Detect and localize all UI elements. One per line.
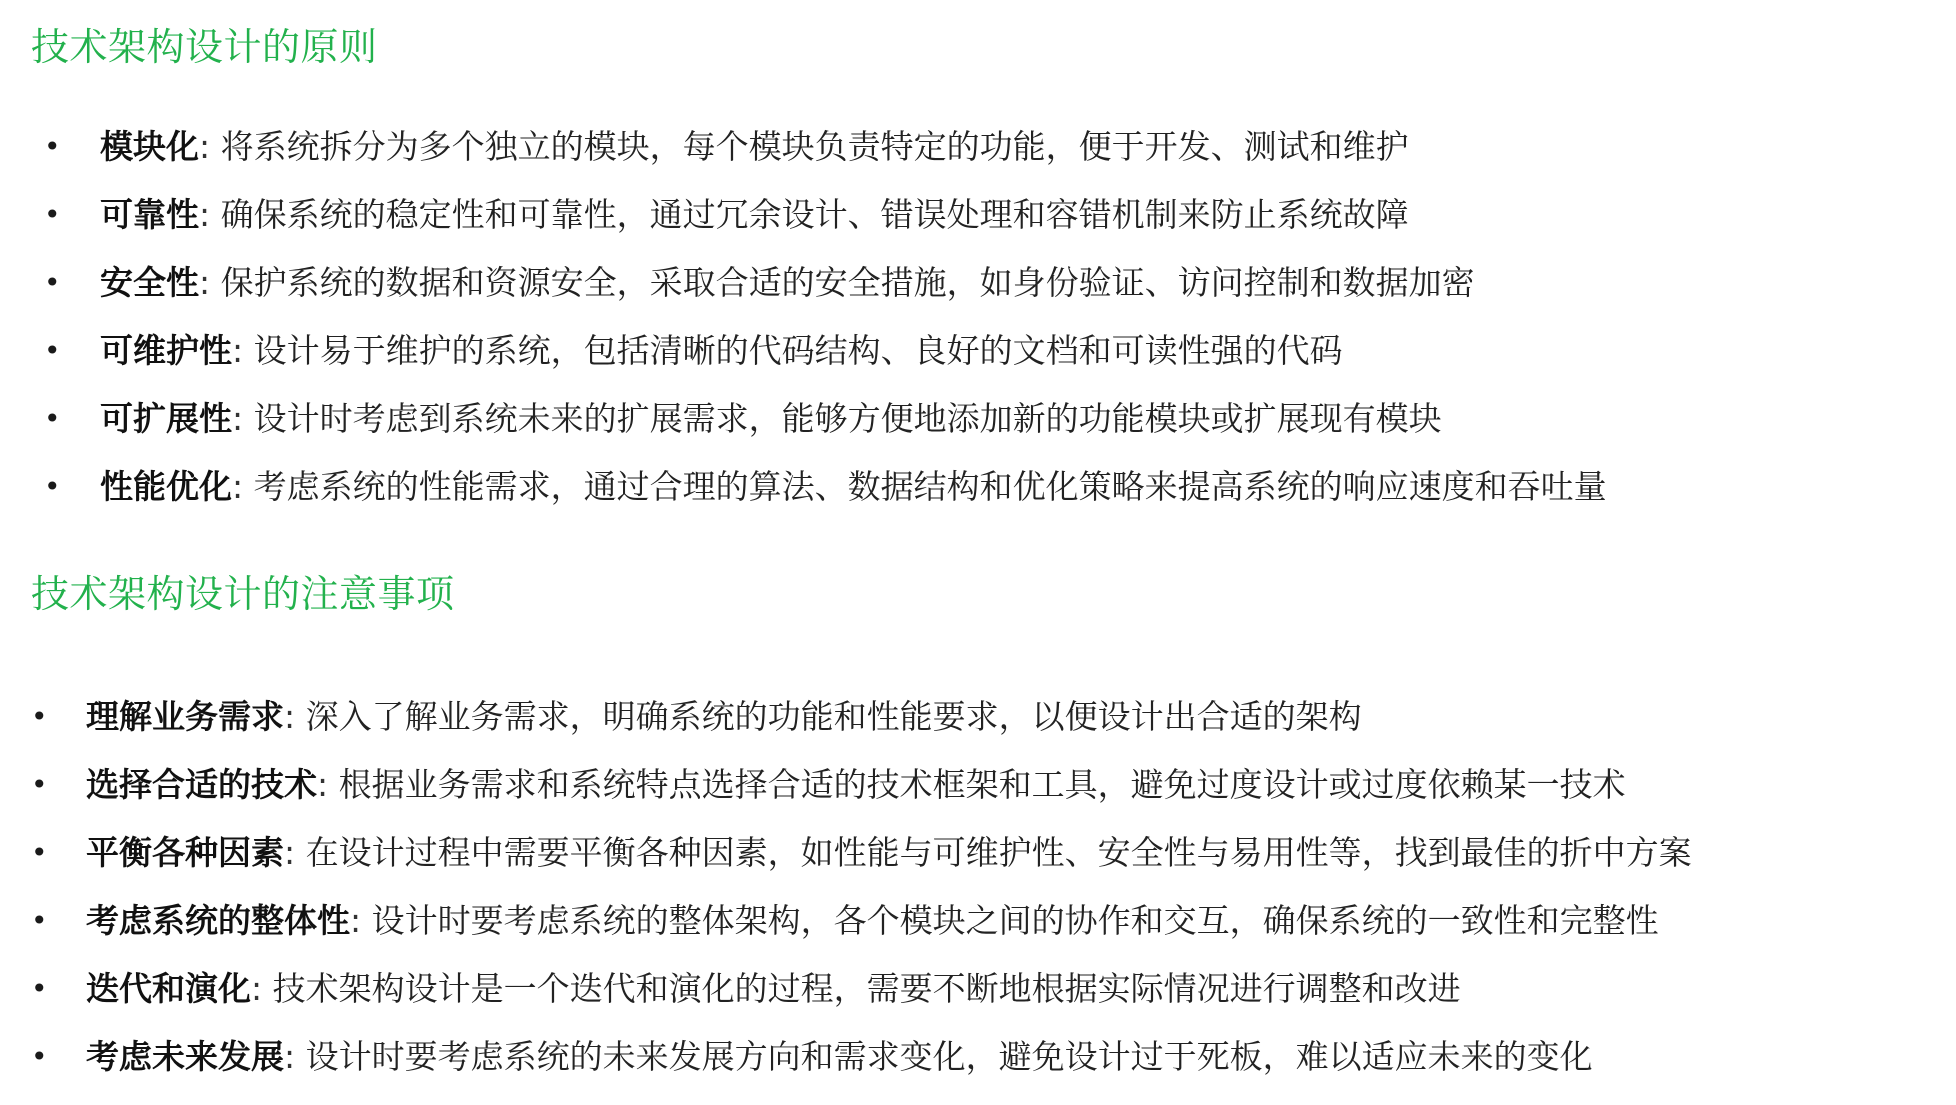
item-term: 可扩展性 bbox=[100, 399, 232, 438]
item-description: 设计时考虑到系统未来的扩展需求，能够方便地添加新的功能模块或扩展现有模块 bbox=[253, 399, 1442, 438]
bullet-icon: • bbox=[31, 1040, 48, 1073]
bullet-icon: • bbox=[44, 334, 61, 367]
item-separator: : bbox=[232, 467, 244, 506]
item-description: 保护系统的数据和资源安全，采取合适的安全措施，如身份验证、访问控制和数据加密 bbox=[220, 263, 1475, 302]
bullet-icon: • bbox=[31, 972, 48, 1005]
item-term: 安全性 bbox=[100, 263, 199, 302]
item-separator: : bbox=[199, 127, 211, 166]
item-separator: : bbox=[232, 399, 244, 438]
bullet-icon: • bbox=[44, 470, 61, 503]
item-separator: : bbox=[251, 969, 263, 1008]
item-separator: : bbox=[317, 765, 329, 804]
item-description: 考虑系统的性能需求，通过合理的算法、数据结构和优化策略来提高系统的响应速度和吞吐量 bbox=[253, 467, 1607, 506]
item-separator: : bbox=[284, 697, 296, 736]
section-title: 技术架构设计的原则 bbox=[31, 25, 378, 69]
bullet-icon: • bbox=[31, 700, 48, 733]
bullet-icon: • bbox=[44, 266, 61, 299]
item-description: 在设计过程中需要平衡各种因素，如性能与可维护性、安全性与易用性等，找到最佳的折中方案 bbox=[305, 833, 1692, 872]
item-term: 模块化 bbox=[100, 127, 199, 166]
bullet-icon: • bbox=[44, 402, 61, 435]
item-term: 考虑系统的整体性 bbox=[86, 901, 350, 940]
bullet-icon: • bbox=[31, 904, 48, 937]
bullet-icon: • bbox=[44, 198, 61, 231]
section-title: 技术架构设计的注意事项 bbox=[31, 572, 455, 616]
item-separator: : bbox=[350, 901, 362, 940]
bullet-icon: • bbox=[31, 768, 48, 801]
item-term: 可靠性 bbox=[100, 195, 199, 234]
item-description: 设计易于维护的系统，包括清晰的代码结构、良好的文档和可读性强的代码 bbox=[253, 331, 1343, 370]
item-description: 将系统拆分为多个独立的模块，每个模块负责特定的功能，便于开发、测试和维护 bbox=[220, 127, 1409, 166]
item-term: 迭代和演化 bbox=[86, 969, 251, 1008]
item-term: 选择合适的技术 bbox=[86, 765, 317, 804]
item-term: 可维护性 bbox=[100, 331, 232, 370]
bullet-icon: • bbox=[31, 836, 48, 869]
item-description: 深入了解业务需求，明确系统的功能和性能要求，以便设计出合适的架构 bbox=[305, 697, 1362, 736]
item-separator: : bbox=[284, 1037, 296, 1076]
item-term: 性能优化 bbox=[100, 467, 232, 506]
item-description: 设计时要考虑系统的未来发展方向和需求变化，避免设计过于死板，难以适应未来的变化 bbox=[305, 1037, 1593, 1076]
item-term: 平衡各种因素 bbox=[86, 833, 284, 872]
bullet-icon: • bbox=[44, 130, 61, 163]
item-separator: : bbox=[284, 833, 296, 872]
item-separator: : bbox=[232, 331, 244, 370]
item-description: 确保系统的稳定性和可靠性，通过冗余设计、错误处理和容错机制来防止系统故障 bbox=[220, 195, 1409, 234]
item-description: 根据业务需求和系统特点选择合适的技术框架和工具，避免过度设计或过度依赖某一技术 bbox=[338, 765, 1626, 804]
item-separator: : bbox=[199, 263, 211, 302]
item-separator: : bbox=[199, 195, 211, 234]
item-description: 技术架构设计是一个迭代和演化的过程，需要不断地根据实际情况进行调整和改进 bbox=[272, 969, 1461, 1008]
item-term: 理解业务需求 bbox=[86, 697, 284, 736]
item-term: 考虑未来发展 bbox=[86, 1037, 284, 1076]
item-description: 设计时要考虑系统的整体架构，各个模块之间的协作和交互，确保系统的一致性和完整性 bbox=[371, 901, 1659, 940]
